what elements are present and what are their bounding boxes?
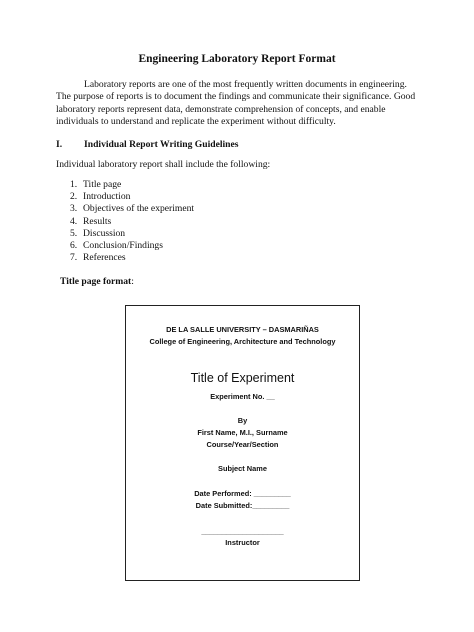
course-year-section: Course/Year/Section (206, 440, 279, 449)
list-item-text: Objectives of the experiment (83, 203, 195, 215)
list-item (70, 228, 194, 240)
list-item-text: Results (83, 215, 112, 227)
by-label: By (237, 416, 248, 425)
lead-sentence: Individual laboratory report shall include the following: (56, 159, 271, 170)
title-page-sample-box (125, 305, 360, 581)
list-item (70, 203, 194, 215)
title-page-format-colon: : (131, 276, 134, 287)
list-item (70, 191, 194, 203)
section-title: Individual Report Writing Guidelines (84, 139, 239, 150)
list-item-number: 1. (70, 179, 78, 190)
list-item-text: Conclusion/Findings (83, 240, 163, 252)
list-item-text: Discussion (83, 227, 126, 239)
list-item (70, 179, 194, 191)
report-contents-list (70, 179, 194, 264)
list-item (70, 252, 194, 264)
section-heading (56, 139, 239, 150)
experiment-title: Title of Experiment (190, 371, 295, 385)
list-item (70, 240, 194, 252)
list-item (70, 216, 194, 228)
list-item-number: 6. (70, 240, 78, 252)
instructor-label: Instructor (225, 538, 260, 547)
list-item-text: Title page (83, 179, 122, 190)
section-number: I. (56, 139, 63, 150)
title-page-format-text: Title page format (60, 276, 132, 287)
list-item-number: 5. (70, 227, 78, 239)
signature-line: ____________________ (201, 527, 284, 536)
list-item-text: Introduction (83, 191, 131, 203)
subject-name: Subject Name (218, 464, 267, 473)
date-submitted: Date Submitted:_________ (195, 501, 290, 510)
title-page-format-label (60, 276, 134, 287)
date-performed: Date Performed: _________ (194, 489, 291, 498)
university-name: DE LA SALLE UNIVERSITY – DASMARIÑAS (166, 325, 319, 334)
list-item-number: 7. (70, 252, 78, 264)
document-title: Engineering Laboratory Report Format (138, 53, 336, 65)
list-item-number: 4. (70, 215, 78, 227)
list-item-number: 2. (70, 191, 78, 203)
intro-paragraph: Laboratory reports are one of the most frequently written documents in engineering. The purpose of reports is to document the findings and communicate their significance. Good laboratory reports represent data, demonstrate comprehension of concepts, and enable individuals to understand and replicate the experiment without difficulty. (56, 79, 416, 128)
author-name: First Name, M.I., Surname (197, 428, 288, 437)
college-name: College of Engineering, Architecture and Technology (149, 337, 336, 346)
list-item-text: References (83, 252, 126, 264)
experiment-number: Experiment No. __ (210, 392, 275, 401)
list-item-number: 3. (70, 203, 78, 215)
